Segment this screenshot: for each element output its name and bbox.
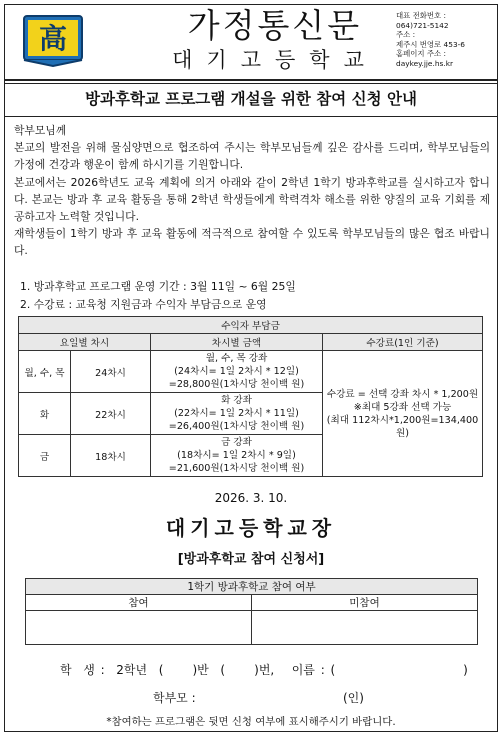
participation-table [25,578,478,645]
not-participate-column-header: 미참여 [252,595,478,611]
sessions-cell: 22차시 [71,393,151,435]
info-item-period: 1. 방과후학교 프로그램 운영 기간 : 3월 11일 ~ 6월 25일 [20,280,296,293]
divider [4,116,498,117]
logo-text: 高 [38,22,68,55]
sessions-cell: 24차시 [71,351,151,393]
fee-note-cell [323,351,483,477]
issue-date: 2026. 3. 10. [214,491,288,505]
session-fee-cell [151,393,323,435]
fee-note-line: (최대 112차시*1,200원=134,400원) [326,414,479,439]
newsletter-title: 가정통신문 [187,6,363,45]
body-paragraph: 본교의 발전을 위해 물심양면으로 협조하여 주시는 학부모님들께 깊은 감사를 드리며, 학부모님들의 가정에 건강과 행운이 함께 하시기를 기원합니다. [14,141,490,172]
fee-line: 화 강좌 [221,395,252,406]
info-items [20,278,296,314]
notice-heading: 방과후학교 프로그램 개설을 위한 참여 신청 안내 [85,90,417,108]
fee-col-header: 수강료(1인 기준) [323,334,483,351]
notice-body [14,122,490,260]
participate-column-header: 참여 [26,595,252,611]
fee-line: =28,800원(1차시당 천이백 원) [168,379,305,390]
contact-line: 주소 : [396,30,416,39]
fee-table [18,316,483,477]
contact-line: 홈페이지 주소 : [396,49,447,58]
body-paragraph: 본교에서는 2026학년도 교육 계획에 의거 아래와 같이 2학년 1학기 방과후학교를 실시하고자 합니다. 본교는 방과 후 교육 활동을 통해 2학년 학생들에게 학력격차 해소를 위한 양질의 교육 기회를 제공하고자 노력할 것입니다. [14,175,490,224]
day-cell: 월, 수, 목 [19,351,71,393]
student-info-line[interactable]: 학 생 : 2학년 ( )반 ( )번, 이름 : ( ) [60,663,468,677]
table-row [19,351,483,393]
parent-label: 학부모 : [153,691,196,705]
divider [4,83,498,84]
contact-line: 대표 전화번호 : [396,11,447,20]
fee-col-header: 차시별 금액 [151,334,323,351]
participate-checkbox-cell[interactable] [26,611,252,645]
day-cell: 금 [19,435,71,477]
session-fee-cell [151,435,323,477]
info-item-fee: 2. 수강료 : 교육청 지원금과 수익자 부담금으로 운영 [20,298,267,311]
parent-seal[interactable]: (인) [343,691,364,705]
fee-line: (24차시= 1일 2차시 * 12일) [174,366,299,377]
fee-group-header: 수익자 부담금 [19,317,483,334]
participation-header: 1학기 방과후학교 참여 여부 [26,579,478,595]
contact-line: 제주시 번영로 453-6 [396,39,466,49]
contact-line: 064)721-5142 [396,20,449,30]
footnote: *참여하는 프로그램은 뒷면 신청 여부에 표시해주시기 바랍니다. [106,716,396,728]
session-fee-cell [151,351,323,393]
contact-line: daykey.jje.hs.kr [396,58,454,68]
fee-col-header: 요일별 차시 [19,334,151,351]
divider [4,79,498,81]
sessions-cell: 18차시 [71,435,151,477]
principal-signature: 대기고등학교장 [165,516,337,540]
day-cell: 화 [19,393,71,435]
fee-line: 월, 수, 목 강좌 [205,353,268,364]
fee-line: =21,600원(1차시당 천이백 원) [168,463,305,474]
contact-info [396,11,500,68]
body-paragraph: 재학생들이 1학기 방과 후 교육 활동에 적극적으로 참여할 수 있도록 학부모님들의 많은 협조 바랍니다. [14,227,490,258]
fee-line: =26,400원(1차시당 천이백 원) [168,421,305,432]
fee-note-line: ※최대 5강좌 선택 가능 [353,401,452,413]
fee-note-line: 수강료 = 선택 강좌 차시 * 1,200원 [326,388,479,400]
school-name: 대기고등학교 [172,48,378,72]
not-participate-checkbox-cell[interactable] [252,611,478,645]
fee-line: 금 강좌 [221,437,252,448]
greeting: 학부모님께 [14,124,67,137]
fee-line: (18차시= 1일 2차시 * 9일) [177,450,296,461]
fee-line: (22차시= 1일 2차시 * 11일) [174,408,299,419]
school-logo-icon [22,10,84,68]
form-title: [방과후학교 참여 신청서] [177,552,325,567]
